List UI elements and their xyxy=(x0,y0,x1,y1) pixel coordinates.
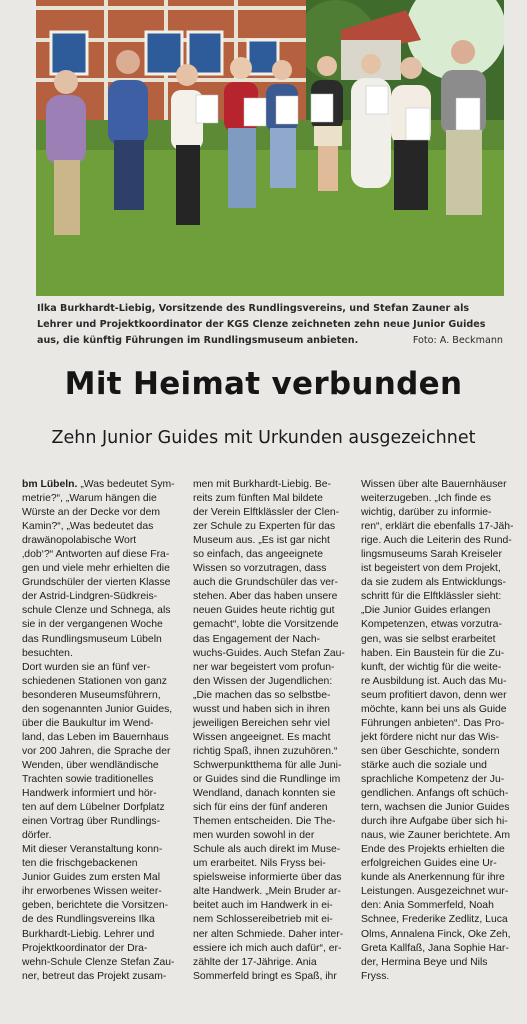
article-line: ‚dob‘?“ Antworten auf diese Fra- xyxy=(22,549,170,561)
article-line: das Engagement der Nach- xyxy=(193,633,321,645)
article-line: zer Schule zu Experten für das xyxy=(193,521,336,533)
article-line: besonderen Museumsführern, xyxy=(22,689,161,701)
article-line: men mit Burkhardt-Liebig. Be- xyxy=(193,479,332,490)
caption-text: Ilka Burkhardt-Liebig, Vorsitzende des Rundlingsvereins, und Stefan Zauner als Lehrer und Projektkoordinator der KGS Clenze zeichneten zehn neue Junior Guides aus, die künftig Führungen im Rundlingsmuseum anbieten. xyxy=(37,303,486,346)
article-line: möchte, kann bei uns als Guide xyxy=(361,703,507,715)
article-line: nem Schlossereibetrieb mit ei- xyxy=(193,914,333,926)
article-line: or Guides sind die Rundlinge im xyxy=(193,773,341,785)
column-2-text xyxy=(193,478,347,984)
article-line: das Rundlingsmuseum Lübeln xyxy=(22,633,162,645)
article-line: Museum aus. „Es ist gar nicht xyxy=(193,535,330,547)
article-line: einen Vortrag über Rundlings- xyxy=(22,816,161,828)
article-line: schritt für die Elftklässler sieht: xyxy=(361,591,502,603)
article-line: „Die machen das so selbstbe- xyxy=(193,689,331,701)
article-line: vor 200 Jahren, die Sprache der xyxy=(22,745,171,757)
article-line: Handwerk informiert und hör- xyxy=(22,788,157,800)
article-line: auch die Grundschüler das ver- xyxy=(193,577,338,589)
article-line: schiedenen Stationen von ganz xyxy=(22,675,168,687)
article-line: Wissen über alte Bauernhäuser xyxy=(361,479,507,490)
article-line: Leistungen. Ausgezeichnet wur- xyxy=(361,886,509,898)
article-line: men wurden sowohl in der xyxy=(193,830,315,842)
group-photo xyxy=(36,0,504,296)
article-line: Trachten sowie traditionelles xyxy=(22,773,154,785)
article-line: Führungen anbieten“. Das Pro- xyxy=(361,717,505,729)
article-line: Kamin?“, „Was bedeutet das xyxy=(22,521,154,533)
article-line: rige. Auch die Leiterin des Rund- xyxy=(361,535,512,547)
article-line: metrie?“, „Warum hängen die xyxy=(22,493,157,505)
article-line: kunft, der wichtig für die weite- xyxy=(361,661,502,673)
article-line: ten auf dem Lübelner Dorfplatz xyxy=(22,802,165,814)
article-line: besuchten. xyxy=(22,647,73,659)
article-line: de des Rundlingsvereins Ilka xyxy=(22,914,155,926)
article-line: tern, wachsen die Junior Guides xyxy=(361,802,510,814)
article-line: haben. Ein Baustein für die Zu- xyxy=(361,647,505,659)
article-column-2 xyxy=(193,478,347,984)
column-1-text xyxy=(22,492,176,984)
column-3-text xyxy=(361,478,515,984)
article-line: gen und viele mehr erhielten die xyxy=(22,563,170,575)
article-line: Burkhardt-Liebig. Lehrer und xyxy=(22,928,155,940)
article-line: Schwerpunktthema für alle Juni- xyxy=(193,759,342,771)
article-line: Kompetenzen, etwas vorzutra- xyxy=(361,619,502,631)
article-line: gemacht“, lobte die Vorsitzende xyxy=(193,619,339,631)
article-line: den Wissen der Jugendlichen: xyxy=(193,675,333,687)
article-line: Wendland, danach konnten sie xyxy=(193,788,336,800)
article-line: Projektkoordinator der Dra- xyxy=(22,942,148,954)
article-line: ten die frischgebackenen xyxy=(22,858,138,870)
article-line: stehen. Aber das haben unsere xyxy=(193,591,338,603)
article-line: „Die Junior Guides erlangen xyxy=(361,605,491,617)
dateline: bm Lübeln. xyxy=(22,479,78,490)
article-line: Wenden, über wendländische xyxy=(22,759,159,771)
article-line: Olms, Annalena Finck, Oke Zeh, xyxy=(361,928,511,940)
photo-credit: Foto: A. Beckmann xyxy=(412,335,503,346)
article-line: drawänopolabische Wort xyxy=(22,535,137,547)
article-line: so einfach, das angeeignete xyxy=(193,549,323,561)
article-line: wichtig, darüber zu informie- xyxy=(361,507,492,519)
article-line: den sogenannten Junior Guides, xyxy=(22,703,173,715)
article-line: schule Clenze und Schnega, als xyxy=(22,605,171,617)
article-line: Schule als auch direkt im Muse- xyxy=(193,844,341,856)
article-line: der, Hermina Beye und Nils xyxy=(361,956,488,968)
article-line: gendlichen. Anfangs oft schüch- xyxy=(361,788,509,800)
article-line: Dort wurden sie an fünf ver- xyxy=(22,661,151,673)
article-line: Themen entscheiden. Die The- xyxy=(193,816,336,828)
subheadline: Zehn Junior Guides mit Urkunden ausgezeichnet xyxy=(51,428,476,448)
article-line: Wissen angeeignet. Es macht xyxy=(193,731,331,743)
article-line: Fryss. xyxy=(361,970,390,982)
article-line: weiterzugeben. „Ich finde es xyxy=(361,493,491,505)
article-line: Greta Kallfaß, Jana Sophie Har- xyxy=(361,942,509,954)
article-line: wusst und haben sich in ihren xyxy=(193,703,330,715)
article-line: um erarbeitet. Nils Fryss bei- xyxy=(193,858,326,870)
article-line: erfolgreichen Guides eine Ur- xyxy=(361,858,497,870)
article-line: Würste an der Decke vor dem xyxy=(22,507,161,519)
article-line: der Astrid-Lindgren-Südkreis- xyxy=(22,591,158,603)
article-line: essiere ich mich auch dafür“, er- xyxy=(193,942,342,954)
article-line: durch ihre Aufgabe über sich hi- xyxy=(361,816,508,828)
article-column-3 xyxy=(361,478,515,984)
article-line: ner alten Schmiede. Daher inter- xyxy=(193,928,344,940)
article-line: ren“, erklärt die ebenfalls 17-Jäh- xyxy=(361,521,514,533)
article-line: ner war begeistert vom profun- xyxy=(193,661,335,673)
article-line: sprachliche Kompetenz der Ju- xyxy=(361,773,505,785)
article-line: zählte der 17-Jährige. Ania xyxy=(193,956,317,968)
article-line: land, das Leben im Bauernhaus xyxy=(22,731,169,743)
article-line: dörfer. xyxy=(22,830,52,842)
article-line: re Ausbildung ist. Auch das Mu- xyxy=(361,675,507,687)
article-line: spielsweise informierte über das xyxy=(193,872,342,884)
headline: Mit Heimat verbunden xyxy=(64,366,463,402)
article-line: wuchs-Guides. Auch Stefan Zau- xyxy=(193,647,345,659)
article-line: wehn-Schule Clenze Stefan Zau- xyxy=(22,956,175,968)
article-line: Grundschüler der vierten Klasse xyxy=(22,577,171,589)
article-line: sich für eins der fünf anderen xyxy=(193,802,328,814)
article-line: Ende des Projekts erhielten die xyxy=(361,844,505,856)
article-line: Junior Guides zum ersten Mal xyxy=(22,872,161,884)
article-line: Sommerfeld bringt es Spaß, ihr xyxy=(193,970,337,982)
article-line: kunde als Anerkennung für ihre xyxy=(361,872,505,884)
article-line: ner, betreut das Projekt zusam- xyxy=(22,970,167,982)
article-line: stärke auch die soziale und xyxy=(361,759,487,771)
article-line: sie in der vergangenen Woche xyxy=(22,619,163,631)
article-line: ihr erworbenes Wissen weiter- xyxy=(22,886,162,898)
article-line: gen, was sie selbst erarbeitet xyxy=(361,633,496,645)
article-column-1 xyxy=(22,478,176,984)
article-line: neuen Guides heute richtig gut xyxy=(193,605,335,617)
article-line: beitet auch im Handwerk in ei- xyxy=(193,900,333,912)
article-line: jekt fördere nicht nur das Wis- xyxy=(361,731,500,743)
article-line: jeweiligen Bereichen sehr viel xyxy=(193,717,330,729)
article-line: sen über Geschichte, sondern xyxy=(361,745,500,757)
article-line: lingsmuseums Sarah Kreiseler xyxy=(361,549,502,561)
article-line: über die Baukultur im Wend- xyxy=(22,717,154,729)
photo-caption xyxy=(37,301,503,349)
article-line: der Verein Elftklässler der Clen- xyxy=(193,507,340,519)
article-line: den: Ania Sommerfeld, Noah xyxy=(361,900,494,912)
article-line: Schnee, Frederike Zedlitz, Luca xyxy=(361,914,508,926)
article-line: Mit dieser Veranstaltung konn- xyxy=(22,844,163,856)
article-body xyxy=(22,478,514,1018)
article-line: da sie zudem als Entwicklungs- xyxy=(361,577,506,589)
article-line: naus, wie Zauner berichtete. Am xyxy=(361,830,511,842)
article-line: seum profitiert davon, denn wer xyxy=(361,689,507,701)
article-line: „Was bedeutet Sym- xyxy=(80,479,175,490)
article-line: ist begeistert von dem Projekt, xyxy=(361,563,501,575)
article-line: Wissen so vorzutragen, dass xyxy=(193,563,327,575)
group-photo-illustration xyxy=(36,0,504,296)
article-line: reits zum fünften Mal bildete xyxy=(193,493,323,505)
article-line: geben, berichtete die Vorsitzen- xyxy=(22,900,169,912)
article-line: alte Handwerk. „Mein Bruder ar- xyxy=(193,886,341,898)
article-line: richtig Spaß, ihnen zuzuhören.“ xyxy=(193,745,338,757)
